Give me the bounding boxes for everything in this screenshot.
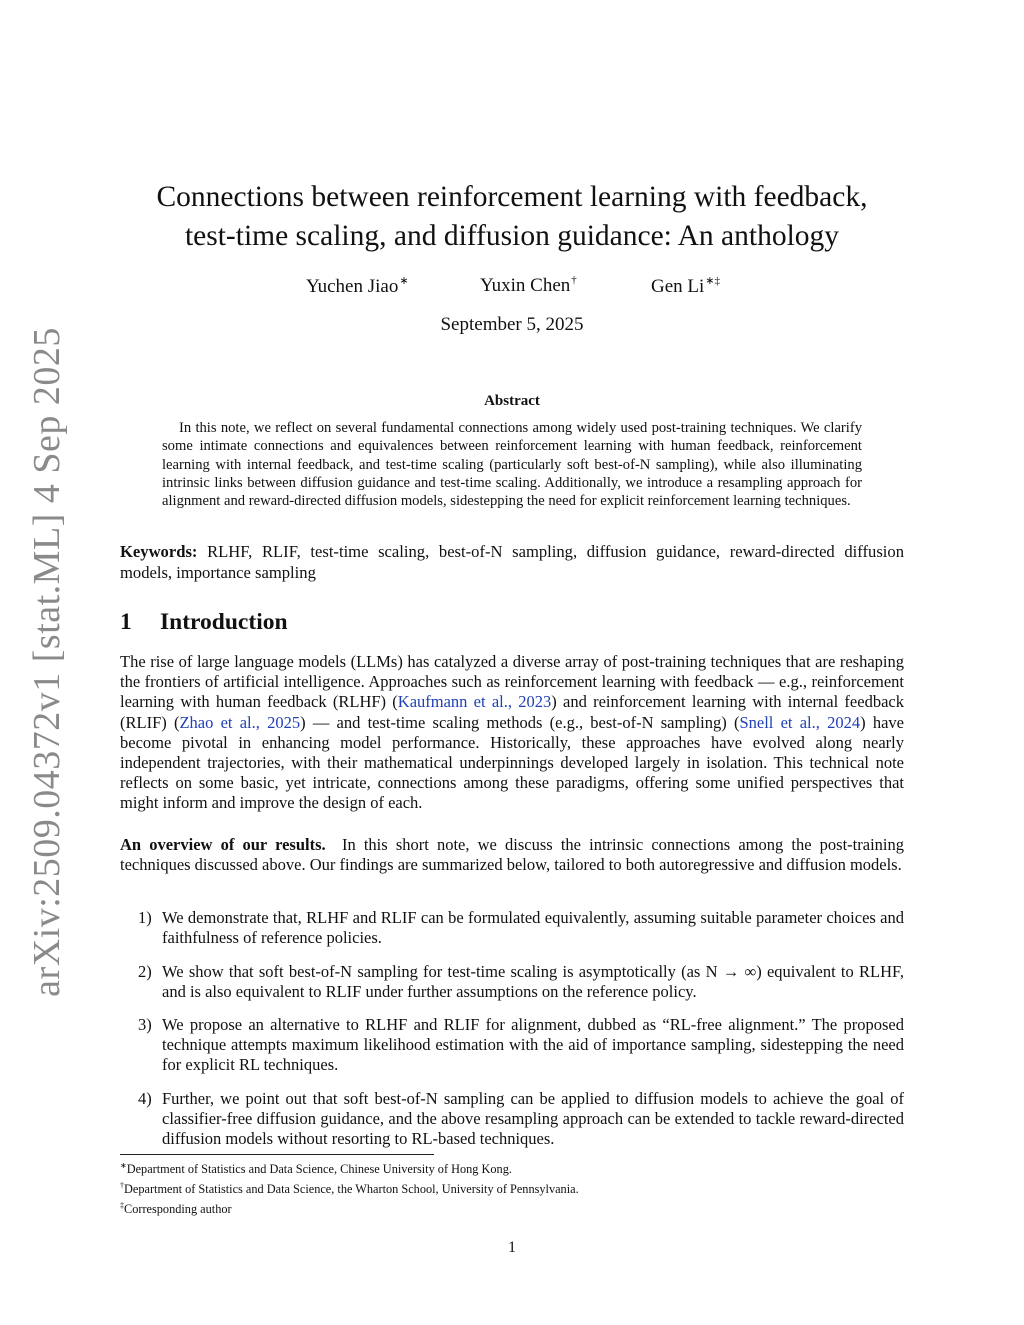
author-1: Yuchen Jiao∗	[306, 275, 409, 297]
overview-text: In this short note, we discuss the intrinsic connections among the post-training techniques discussed above. Our findings are summarized below, tailored to both autoregressive and diffusion models.	[120, 835, 904, 875]
footnote-2: †Department of Statistics and Data Science, the Wharton School, University of Pennsylvania.	[120, 1180, 579, 1196]
result-item-3: 3) We propose an alternative to RLHF and RLIF for alignment, dubbed as “RL-free alignment.” The proposed technique attempts maximum likelihood estimation with the aid of importance sampling, sidestepping the need for explicit RL techniques.	[138, 1015, 904, 1075]
abstract-text: In this note, we reflect on several fundamental connections among widely used post-training techniques. We clarify some intimate connections and equivalences between reinforcement learning with human feedback, reinforcement learning with internal feedback, and test-time scaling (particularly soft best-of-N sampling), while also illuminating intrinsic links between diffusion guidance and test-time scaling. Additionally, we introduce a resampling approach for alignment and reward-directed diffusion models, sidestepping the need for explicit reinforcement learning techniques.	[162, 420, 862, 510]
footnote-divider	[120, 1154, 434, 1155]
result-item-4: 4) Further, we point out that soft best-of-N sampling can be applied to diffusion models to achieve the goal of classifier-free diffusion guidance, and the above resampling approach can be extended to tackle reward-directed diffusion models without resorting to RL-based techniques.	[138, 1089, 904, 1149]
page-number: 1	[508, 1239, 516, 1256]
citation-link[interactable]: Kaufmann et al., 2023	[397, 692, 552, 712]
arxiv-stamp: arXiv:2509.04372v1 [stat.ML] 4 Sep 2025	[26, 327, 68, 997]
paper-title	[120, 178, 904, 256]
section-heading	[120, 609, 288, 636]
result-item-1: 1) We demonstrate that, RLHF and RLIF can be formulated equivalently, assuming suitable parameter choices and faithfulness of reference policies.	[138, 908, 904, 948]
footnote-3: ‡Corresponding author	[120, 1200, 232, 1216]
author-3: Gen Li∗‡	[651, 275, 721, 297]
title-line-1: Connections between reinforcement learning with feedback,	[156, 181, 868, 213]
section-number: 1	[120, 609, 132, 635]
footnotes	[120, 1158, 904, 1217]
citation-link[interactable]: Zhao et al., 2025	[179, 712, 301, 732]
section-title: Introduction	[160, 609, 288, 635]
keywords-label: Keywords:	[120, 542, 198, 561]
abstract-heading: Abstract	[484, 393, 540, 409]
citation-link[interactable]: Snell et al., 2024	[739, 712, 861, 732]
keywords-text: RLHF, RLIF, test-time scaling, best-of-N sampling, diffusion guidance, reward-directed diffusion models, importance sampling	[120, 542, 904, 582]
publication-date: September 5, 2025	[440, 314, 584, 335]
keywords	[120, 541, 904, 583]
intro-paragraph: The rise of large language models (LLMs) has catalyzed a diverse array of post-training techniques that are reshaping the frontiers of artificial intelligence. Approaches such as reinforcement learning with feedback — e.g., reinforcement learning with human feedback (RLHF) (Kaufmann et al., 2023) and reinforcement learning with internal feedback (RLIF) (Zhao et al., 2025) — and test-time scaling methods (e.g., best-of-N sampling) (Snell et al., 2024) have become pivotal in enhancing model performance. Historically, these approaches have evolved along nearly independent trajectories, with their mathematical underpinnings developed largely in isolation. This technical note reflects on some basic, yet intricate, connections among these paradigms, offering some unified perspectives that might inform and improve the design of each.	[120, 652, 904, 813]
footnote-1: ∗Department of Statistics and Data Science, Chinese University of Hong Kong.	[120, 1161, 512, 1176]
title-line-2: test-time scaling, and diffusion guidance: An anthology	[184, 220, 840, 252]
overview-heading: An overview of our results.	[120, 835, 326, 854]
overview-paragraph	[120, 835, 904, 875]
author-2: Yuxin Chen†	[480, 274, 577, 296]
result-item-2: 2) We show that soft best-of-N sampling for test-time scaling is asymptotically (as N → ∞) equivalent to RLHF, and is also equivalent to RLIF under further assumptions on the reference policy.	[138, 962, 904, 1002]
